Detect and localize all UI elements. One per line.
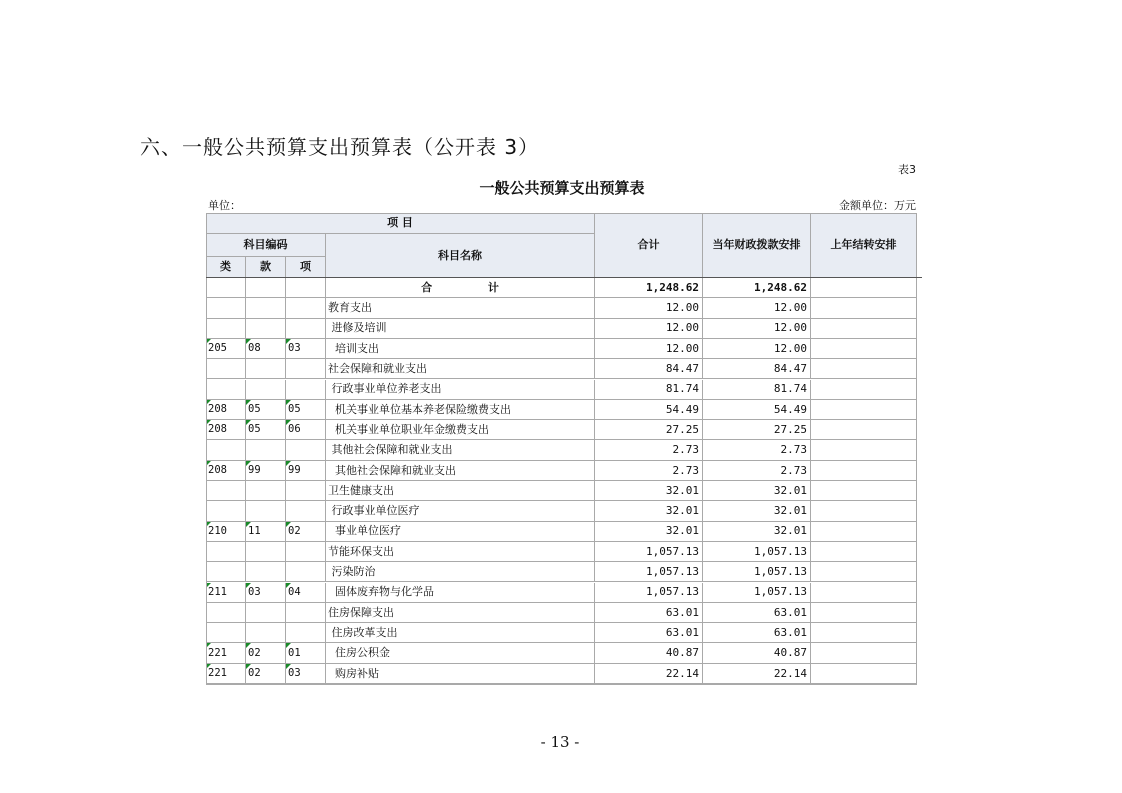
row-kuan: 02 [246, 664, 286, 684]
row-total: 27.25 [595, 420, 703, 440]
row-current: 63.01 [703, 623, 811, 643]
header-carryover: 上年结转安排 [811, 213, 917, 278]
row-total: 12.00 [595, 319, 703, 339]
row-subject-name: 机关事业单位基本养老保险缴费支出 [326, 400, 595, 420]
row-subject-name: 住房公积金 [326, 643, 595, 663]
header-total: 合计 [595, 213, 703, 278]
row-total: 22.14 [595, 664, 703, 684]
row-current: 63.01 [703, 603, 811, 623]
row-total: 32.01 [595, 481, 703, 501]
row-subject-name: 行政事业单位医疗 [326, 501, 595, 521]
row-subject-name: 培训支出 [326, 339, 595, 359]
row-total: 84.47 [595, 359, 703, 379]
row-current: 1,057.13 [703, 583, 811, 603]
row-total: 2.73 [595, 461, 703, 481]
row-current: 12.00 [703, 339, 811, 359]
page-heading: 六、一般公共预算支出预算表（公开表 3） [140, 135, 540, 159]
summary-current: 1,248.62 [703, 278, 811, 298]
row-total: 1,057.13 [595, 562, 703, 582]
row-current: 27.25 [703, 420, 811, 440]
row-total: 2.73 [595, 440, 703, 460]
row-subject-name: 机关事业单位职业年金缴费支出 [326, 420, 595, 440]
row-total: 1,057.13 [595, 583, 703, 603]
unit-label: 单位： [208, 199, 241, 212]
row-subject-name: 固体废弃物与化学品 [326, 583, 595, 603]
row-current: 40.87 [703, 643, 811, 663]
row-subject-name: 事业单位医疗 [326, 522, 595, 542]
row-kuan: 08 [246, 339, 286, 359]
row-total: 12.00 [595, 339, 703, 359]
row-current: 2.73 [703, 461, 811, 481]
row-subject-name: 住房保障支出 [326, 603, 595, 623]
row-subject-name: 进修及培训 [326, 319, 595, 339]
header-kuan: 款 [246, 257, 286, 278]
row-current: 1,057.13 [703, 542, 811, 562]
row-kuan: 03 [246, 583, 286, 603]
header-item: 项 目 [206, 213, 595, 234]
row-subject-name: 卫生健康支出 [326, 481, 595, 501]
row-kuan: 02 [246, 643, 286, 663]
row-subject-name: 购房补贴 [326, 664, 595, 684]
header-subject-name: 科目名称 [326, 234, 595, 278]
row-subject-name: 住房改革支出 [326, 623, 595, 643]
row-subject-name: 社会保障和就业支出 [326, 359, 595, 379]
row-lei: 205 [206, 339, 246, 359]
row-total: 1,057.13 [595, 542, 703, 562]
row-current: 1,057.13 [703, 562, 811, 582]
row-current: 22.14 [703, 664, 811, 684]
header-lei: 类 [206, 257, 246, 278]
header-divider [206, 277, 922, 278]
row-xiang: 03 [286, 664, 326, 684]
row-lei: 221 [206, 643, 246, 663]
row-current: 84.47 [703, 359, 811, 379]
row-subject-name: 其他社会保障和就业支出 [326, 461, 595, 481]
row-total: 40.87 [595, 643, 703, 663]
row-xiang: 02 [286, 522, 326, 542]
row-subject-name: 节能环保支出 [326, 542, 595, 562]
row-xiang: 05 [286, 400, 326, 420]
header-current-year: 当年财政拨款安排 [703, 213, 811, 278]
row-lei: 210 [206, 522, 246, 542]
row-kuan: 11 [246, 522, 286, 542]
row-xiang: 99 [286, 461, 326, 481]
row-xiang: 03 [286, 339, 326, 359]
row-xiang: 06 [286, 420, 326, 440]
row-kuan: 05 [246, 400, 286, 420]
row-lei: 221 [206, 664, 246, 684]
row-lei: 211 [206, 583, 246, 603]
row-subject-name: 其他社会保障和就业支出 [326, 440, 595, 460]
row-current: 81.74 [703, 380, 811, 400]
page-number: - 13 - [540, 733, 580, 751]
table-border [206, 213, 917, 685]
row-xiang: 01 [286, 643, 326, 663]
row-current: 32.01 [703, 481, 811, 501]
row-subject-name: 行政事业单位养老支出 [326, 380, 595, 400]
row-subject-name: 污染防治 [326, 562, 595, 582]
row-current: 12.00 [703, 319, 811, 339]
row-current: 12.00 [703, 298, 811, 318]
header-xiang: 项 [286, 257, 326, 278]
row-total: 54.49 [595, 400, 703, 420]
summary-total: 1,248.62 [595, 278, 703, 298]
row-total: 12.00 [595, 298, 703, 318]
row-lei: 208 [206, 420, 246, 440]
row-current: 32.01 [703, 522, 811, 542]
row-current: 2.73 [703, 440, 811, 460]
amount-unit-label: 金额单位：万元 [839, 199, 916, 212]
row-current: 32.01 [703, 501, 811, 521]
row-total: 32.01 [595, 501, 703, 521]
row-total: 63.01 [595, 603, 703, 623]
row-kuan: 99 [246, 461, 286, 481]
row-subject-name: 教育支出 [326, 298, 595, 318]
row-lei: 208 [206, 400, 246, 420]
table-title: 一般公共预算支出预算表 [479, 179, 645, 197]
row-total: 32.01 [595, 522, 703, 542]
header-subject-code: 科目编码 [206, 234, 326, 257]
summary-label: 合 计 [326, 278, 595, 298]
row-total: 63.01 [595, 623, 703, 643]
table-number: 表3 [898, 163, 916, 176]
row-lei: 208 [206, 461, 246, 481]
row-xiang: 04 [286, 583, 326, 603]
row-current: 54.49 [703, 400, 811, 420]
row-total: 81.74 [595, 380, 703, 400]
row-kuan: 05 [246, 420, 286, 440]
